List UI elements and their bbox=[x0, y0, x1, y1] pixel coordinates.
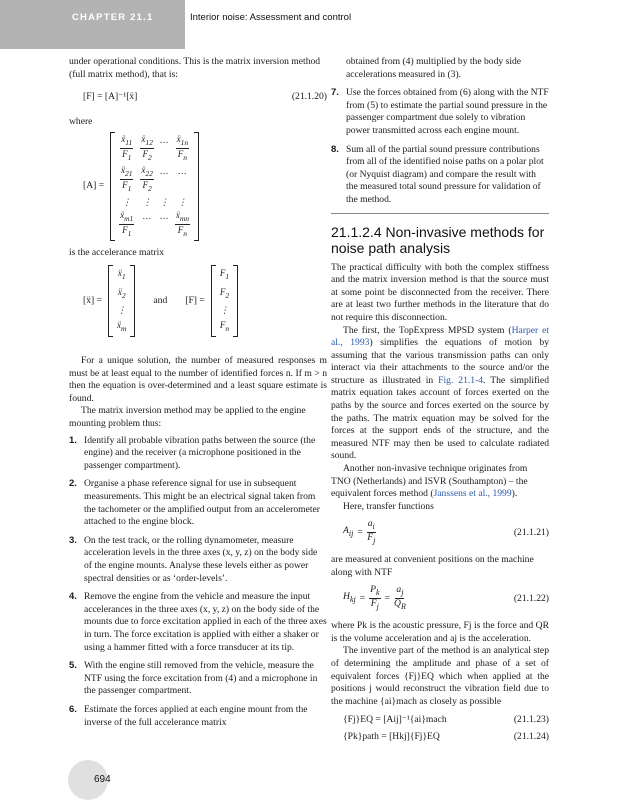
equation-21-1-22 bbox=[343, 585, 549, 612]
paragraph-topexpress: The first, the TopExpress MPSD system (Harper et al., 1993) simplifies the equations of motion by assuming that the various transmission paths can only interact via their attachments to the source and/or the structure as illustrated in Fig. 21.1-4. The simplified matrix equation takes account of forces exerted on the paths by the source and forces exerted on the source by the paths. The matrix equation may be solved for the forces at the support ends of the structure, and the measured NTF may then be used to calculate radiated sound. bbox=[331, 324, 549, 462]
paragraph-unique-solution: For a unique solution, the number of measured responses m must be at least equal to the number of identified forces n. If m > n then the equation is over-determined and a least square estimate is found. bbox=[69, 355, 327, 404]
figure-link[interactable]: Fig. 21.1-4 bbox=[438, 374, 484, 386]
equation-body: {Pk}path = [Hkj]{Fj}EQ bbox=[343, 730, 440, 742]
matrix-lhs: [A] = bbox=[83, 180, 105, 192]
paragraph-practical-difficulty: The practical difficulty with both the complex stiffness and the matrix inversion method is that the source must at some point be disconnected from the receiver. There are at least two further methods in the literature that do not require this disconnection. bbox=[331, 261, 549, 323]
equation-body: {Fj}EQ = [Aij]⁻¹{ai}mach bbox=[343, 714, 447, 726]
chapter-label: CHAPTER 21.1 bbox=[72, 12, 154, 23]
right-column bbox=[331, 56, 549, 744]
equation-number: (21.1.22) bbox=[513, 592, 549, 604]
chapter-tab bbox=[0, 0, 185, 49]
equation-number: (21.1.21) bbox=[513, 526, 549, 538]
paragraph-ntf: are measured at convenient positions on the machine along with NTF bbox=[331, 554, 534, 578]
equation-21-1-20 bbox=[83, 91, 327, 104]
left-column bbox=[69, 56, 327, 735]
procedure-list-left bbox=[69, 435, 327, 729]
section-heading: 21.1.2.4 Non-invasive methods for noise path analysis bbox=[331, 223, 545, 256]
accelerance-matrix-equation bbox=[83, 132, 327, 240]
vector-equations bbox=[83, 265, 327, 337]
list-item: 4. Remove the engine from the vehicle and measure the input accelerances in the three axes (x, y, z) on the body side of the mounts due to force excitation applied in each of the three axes in turn. The force excitation is applied with either a shaker or using a hammer fitted with a force transducer at its tip. bbox=[69, 591, 327, 653]
citation-link[interactable]: Janssens et al., 1999 bbox=[433, 488, 512, 500]
list-item: 7. Use the forces obtained from (6) along with the NTF from (5) to estimate the partial sound pressure in the passenger compartment due solely to vibration power transmitted across each engine mount. bbox=[331, 87, 549, 136]
accelerance-caption: is the accelerance matrix bbox=[69, 246, 165, 258]
intro-text: under operational conditions. This is the matrix inversion method (full matrix method), that is: bbox=[69, 56, 321, 80]
equation-body: [F] = [A]⁻¹[ẍ] bbox=[83, 91, 138, 103]
paragraph-inventive: The inventive part of the method is an analytical step of determining the amplitude and phase of a set of equivalent forces {Fj}EQ which when applied at the positions j would reconstruct the vibration field due to the machine {ai}mach as closely as possible bbox=[331, 645, 549, 707]
citation-link[interactable]: Harper et al., 1993 bbox=[331, 324, 549, 349]
accelerance-matrix: $\frac{ẍ_{11}}{F_1}$ $\frac{ẍ_{12}}{F_2}$ … $\frac{ẍ_{1n}}{F_n}$ $\frac{ẍ_{21}}{F_1}$ $\frac{ẍ_{22}}{F_2}$ … … ⋮ ⋮ ⋮ ⋮ $\frac{ẍ_{m1}}{F_1}$ … … $\frac{ẍ_{mn}}{F_n}$ bbox=[110, 132, 199, 240]
paragraph-where-pk: where Pk is the acoustic pressure, Fj is the force and QR is the volume acceleration and aj is the acceleration. bbox=[331, 620, 549, 644]
list-item: 3. On the test track, or the rolling dynamometer, measure acceleration levels in the three axes (x, y, z) on the body side of the engine mounts. Analyse these levels either as power spectral densities or as ‘order-levels’. bbox=[69, 534, 318, 584]
continued-item-text: obtained from (4) multiplied by the body side accelerations measured in (3). bbox=[346, 56, 522, 80]
list-item: 5. With the engine still removed from the vehicle, measure the NTF using the force excitation from (4) and a microphone in the passenger compartment. bbox=[69, 660, 318, 697]
equation-number: (21.1.24) bbox=[513, 730, 549, 742]
and-text: and bbox=[153, 294, 168, 306]
equation-body: $A_{ij}$ = $\frac{a_i}{F_j}$ bbox=[343, 518, 376, 546]
equation-number: (21.1.20) bbox=[291, 91, 327, 103]
paragraph-engine-mounting: The matrix inversion method may be applied to the engine mounting problem thus: bbox=[69, 405, 306, 430]
x-vector-lhs: [ẍ] = bbox=[83, 294, 102, 306]
running-title: Interior noise: Assessment and control bbox=[190, 12, 352, 23]
where-text: where bbox=[69, 115, 93, 127]
page-number: 694 bbox=[94, 774, 111, 785]
equation-21-1-21 bbox=[343, 519, 549, 546]
paragraph-tno: Another non-invasive technique originates from TNO (Netherlands) and ISVR (Southampton) – the equivalent forces method (Janssens et al., 1999). bbox=[331, 463, 528, 500]
list-item: 8. Sum all of the partial sound pressure contributions from all of the identified noise paths on a polar plot (or Nyquist diagram) and compare the result with the measured total sound pressure for validation of the method. bbox=[331, 143, 544, 205]
list-item: 2. Organise a phase reference signal for use in subsequent measurements. This might be an electrical signal taken from the tachometer or the amplified output from an accelerometer attached to the engine block. bbox=[69, 478, 321, 528]
equation-body: $H_{kj}$ = $\frac{P_k}{F_j}$ = $\frac{a_j}{Q_R}$ bbox=[343, 584, 406, 612]
equation-number: (21.1.23) bbox=[513, 714, 549, 726]
equation-21-1-24 bbox=[343, 731, 549, 744]
f-vector: $F_1$ $F_2$ ⋮ $F_n$ bbox=[211, 265, 238, 337]
list-item: 6. Estimate the forces applied at each engine mount from the inverse of the full accelerance matrix bbox=[69, 703, 308, 728]
x-vector: ẍ$_1$ ẍ$_2$ ⋮ ẍ$_m$ bbox=[108, 265, 135, 337]
paragraph-transfer-functions: Here, transfer functions bbox=[343, 500, 434, 512]
procedure-list-right bbox=[331, 87, 549, 206]
section-rule bbox=[331, 213, 549, 214]
equation-21-1-23 bbox=[343, 714, 549, 727]
list-item: 1. Identify all probable vibration paths between the source (the engine) and the receiver (a microphone positioned in the passenger compartment). bbox=[69, 434, 316, 471]
f-vector-lhs: [F] = bbox=[185, 294, 205, 306]
